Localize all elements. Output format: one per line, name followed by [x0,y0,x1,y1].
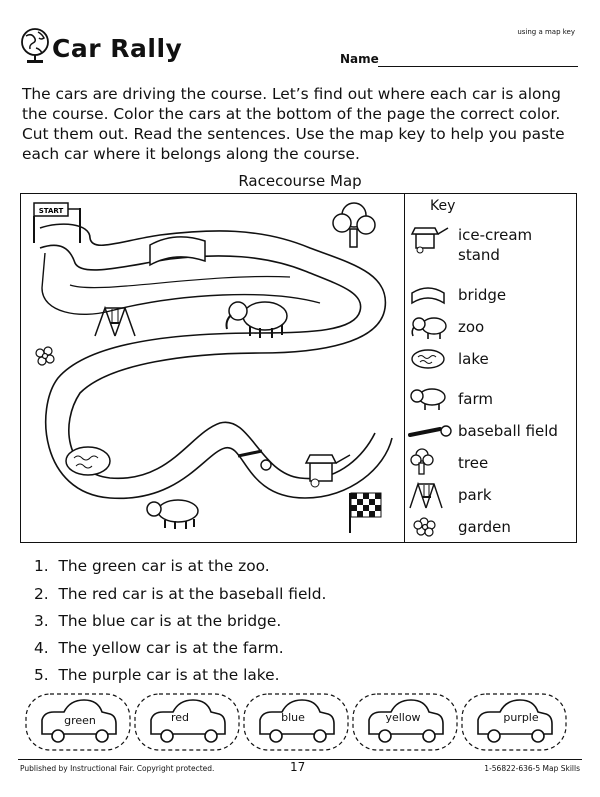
key-label-ice-cream: ice-cream [458,226,533,244]
name-line[interactable] [378,66,578,67]
footer-publisher: Published by Instructional Fair. Copyright protected. [20,764,215,773]
car-label-purple: purple [503,711,539,724]
key-label-zoo: zoo [458,318,485,336]
map-title: Racecourse Map [238,172,362,190]
racecourse-drawing [20,193,405,543]
key-label-park: park [458,486,492,504]
tree-icon [406,447,452,475]
sentence-1: 1. The green car is at the zoo. [34,557,270,575]
key-label-tree: tree [458,454,489,472]
footer-isbn: 1-56822-636-5 Map Skills [484,764,580,773]
car-label-green: green [64,714,96,727]
topic-note: using a map key [517,28,575,36]
car-label-yellow: yellow [385,711,421,724]
car-label-red: red [170,711,190,724]
baseball-bat-icon [406,417,452,445]
ice-cream-stand-icon [406,226,452,254]
car-label-blue: blue [281,711,305,724]
key-label-ice-cream-line2: stand [458,246,500,264]
bridge-icon [406,281,452,309]
key-label-baseball-field: baseball field [458,422,558,440]
swing-icon [406,481,452,509]
key-title: Key [430,198,456,214]
pig-icon [406,383,452,411]
start-sign-label: START [38,207,64,215]
sentence-4: 4. The yellow car is at the farm. [34,639,284,657]
key-label-lake: lake [458,350,489,368]
key-label-farm: farm [458,390,493,408]
page-number: 17 [290,760,306,774]
sentence-2: 2. The red car is at the baseball field. [34,585,327,603]
flower-icon [406,513,452,541]
key-label-garden: garden [458,518,511,536]
lake-icon [406,345,452,373]
name-label: Name [340,52,379,66]
key-label-bridge: bridge [458,286,507,304]
instructions: The cars are driving the course. Let’s find out where each car is along the course. Color the cars at the bottom of the page the correct color. Cut them out. Read the sentences. Use the map key to help you paste each car where it belongs along the course. [22,85,565,163]
sentence-3: 3. The blue car is at the bridge. [34,612,282,630]
page-title: Car Rally [52,34,183,63]
elephant-icon [406,313,452,341]
sentence-5: 5. The purple car is at the lake. [34,666,280,684]
globe-icon [18,26,52,66]
